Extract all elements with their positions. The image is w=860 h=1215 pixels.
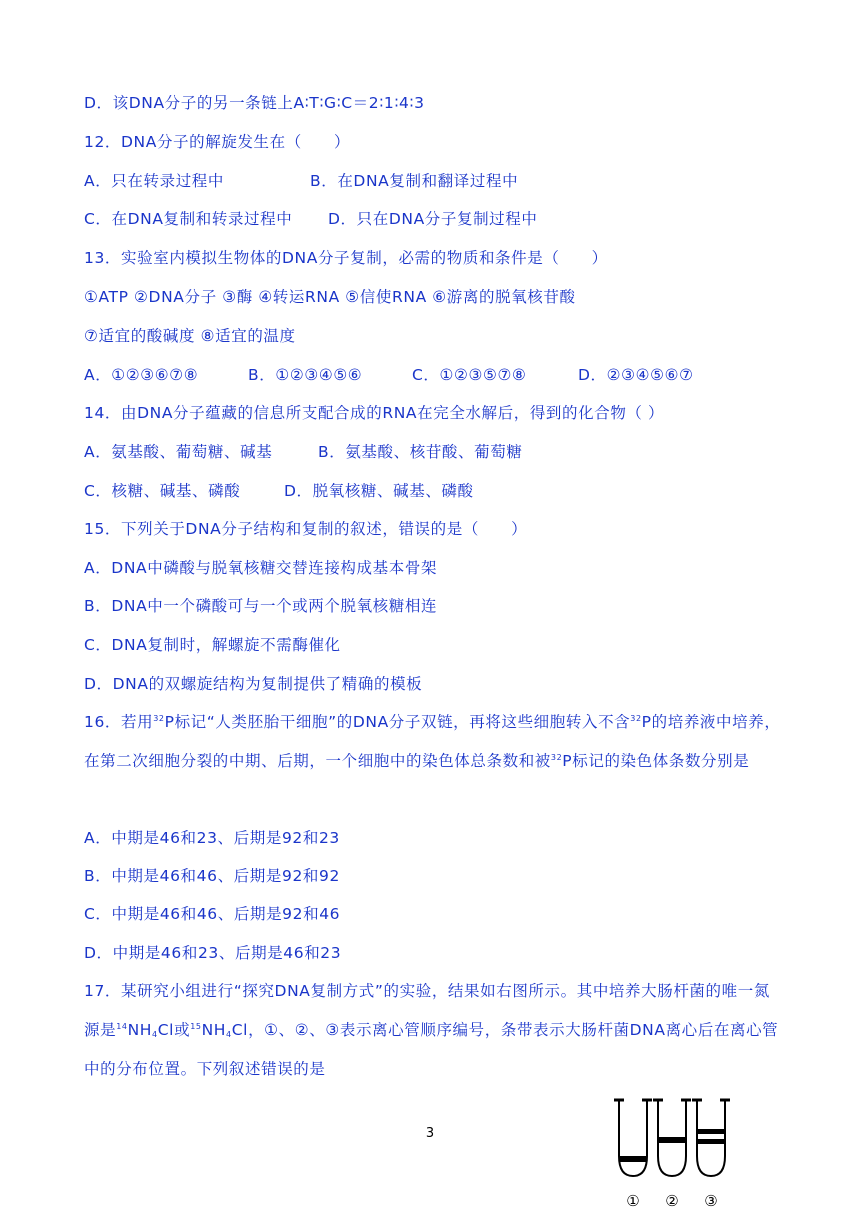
q16-option-d: D．中期是46和23、后期是46和23 [84, 944, 342, 962]
centrifuge-tubes-figure [612, 1094, 742, 1215]
q13-items-1: ①ATP ②DNA分子 ③酶 ④转运RNA ⑤信使RNA ⑥游离的脱氧核苷酸 [84, 288, 576, 306]
q14-option-a: A．氨基酸、葡萄糖、碱基 [84, 443, 273, 461]
q15-option-a: A．DNA中磷酸与脱氧核糖交替连接构成基本骨架 [84, 559, 438, 577]
tube-label-3: ③ [704, 1192, 718, 1210]
q16-stem: 16．若用$^{32}$P标记“人类胚胎干细胞”的DNA分子双链，再将这些细胞转入不含$^{32}$P的培养液中培养，在第二次细胞分裂的中期、后期，一个细胞中的染色体总条数和被$^{32}$P标记的染色体条数分别是 [84, 713, 781, 770]
q12-option-d: D．只在DNA分子复制过程中 [328, 210, 538, 228]
tube-1 [619, 1100, 647, 1176]
q14-option-d: D．脱氧核糖、碱基、磷酸 [284, 482, 474, 500]
q17-stem: 17．某研究小组进行“探究DNA复制方式”的实验，结果如右图所示。其中培养大肠杆菌的唯一氮源是$^{14}NH_4Cl$或$^{15}NH_4Cl$，①、②、③表示离心管顺序编号，条带表示大肠杆菌DNA离心后在离心管中的分布位置。下列叙述错误的是 [84, 982, 779, 1078]
page-number: 3 [425, 1126, 435, 1141]
tube-label-2: ② [665, 1192, 679, 1210]
q14-stem: 14．由DNA分子蕴藏的信息所支配合成的RNA在完全水解后，得到的化合物（ ） [84, 404, 665, 422]
q12-stem: 12．DNA分子的解旋发生在（ ） [84, 133, 351, 151]
q11-option-d: D．该DNA分子的另一条链上A∶T∶G∶C＝2∶1∶4∶3 [84, 94, 425, 112]
q12-option-a: A．只在转录过程中 [84, 172, 225, 190]
q16-option-c: C．中期是46和46、后期是92和46 [84, 905, 341, 923]
q14-option-b: B．氨基酸、核苷酸、葡萄糖 [318, 443, 523, 461]
q15-option-d: D．DNA的双螺旋结构为复制提供了精确的模板 [84, 675, 423, 693]
q14-options-row1 [84, 441, 522, 463]
tube-3-band-lower [697, 1139, 725, 1144]
q12-option-b: B．在DNA复制和翻译过程中 [310, 172, 519, 190]
q12-option-c: C．在DNA复制和转录过程中 [84, 210, 293, 228]
q15-stem: 15．下列关于DNA分子结构和复制的叙述，错误的是（ ） [84, 520, 528, 538]
q12-options-row1 [84, 170, 518, 192]
tube-3 [697, 1100, 725, 1176]
q13-option-a: A．①②③⑥⑦⑧ [84, 366, 199, 384]
q13-stem: 13．实验室内模拟生物体的DNA分子复制，必需的物质和条件是（ ） [84, 249, 608, 267]
q14-options-row2 [84, 480, 474, 502]
q13-options [84, 364, 694, 386]
q13-option-b: B．①②③④⑤⑥ [248, 366, 363, 384]
q16-option-b: B．中期是46和46、后期是92和92 [84, 867, 340, 885]
q15-option-b: B．DNA中一个磷酸可与一个或两个脱氧核糖相连 [84, 597, 438, 615]
tube-2-band [658, 1137, 686, 1143]
q15-option-c: C．DNA复制时，解螺旋不需酶催化 [84, 636, 341, 654]
q14-option-c: C．核糖、碱基、磷酸 [84, 482, 241, 500]
tube-1-band [619, 1156, 647, 1162]
tube-label-1: ① [626, 1192, 640, 1210]
q16-option-a: A．中期是46和23、后期是92和23 [84, 829, 340, 847]
q13-option-c: C．①②③⑤⑦⑧ [412, 366, 527, 384]
q13-option-d: D．②③④⑤⑥⑦ [578, 366, 694, 384]
q13-items-2: ⑦适宜的酸碱度 ⑧适宜的温度 [84, 327, 296, 345]
q12-options-row2 [84, 208, 537, 230]
tube-3-band-upper [697, 1129, 725, 1134]
